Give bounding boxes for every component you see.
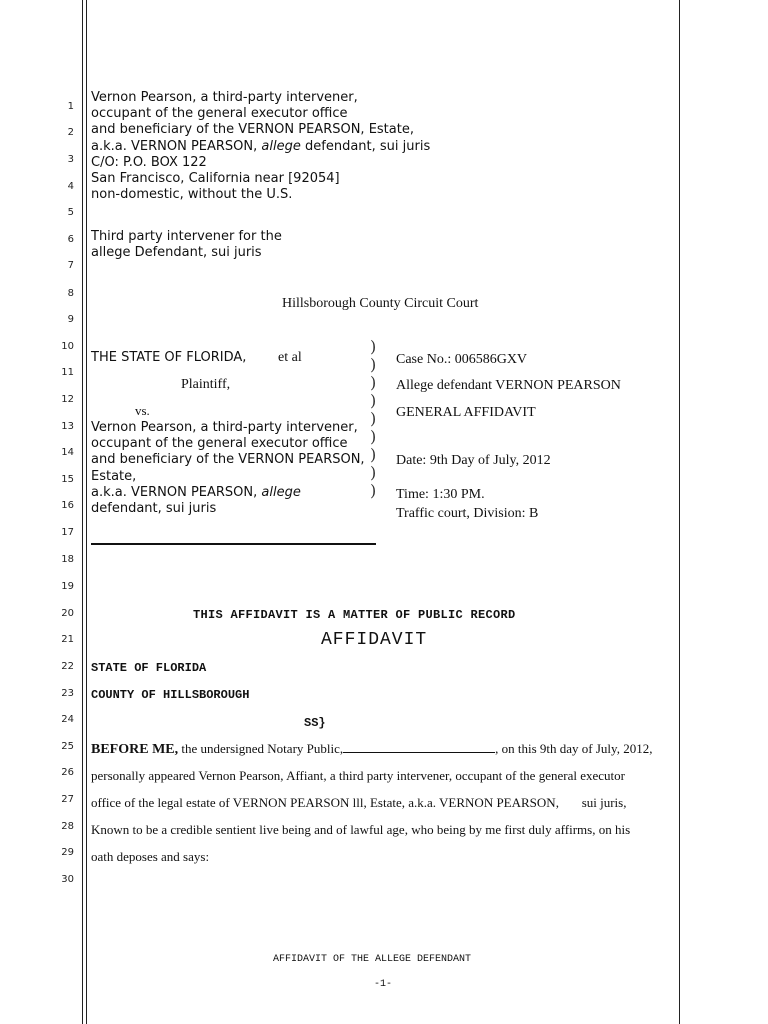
bracket-glyph: ) [370, 337, 377, 356]
header-line: non-domestic, without the U.S. [91, 187, 293, 203]
line-number: 21 [61, 634, 74, 645]
header-aka: a.k.a. VERNON PEARSON, [91, 138, 258, 154]
public-record-notice: THIS AFFIDAVIT IS A MATTER OF PUBLIC RECORD [193, 608, 516, 622]
venue-county: COUNTY OF HILLSBOROUGH [91, 688, 250, 702]
plaintiff-et-al: et al [278, 350, 302, 365]
footer-title: AFFIDAVIT OF THE ALLEGE DEFENDANT [273, 954, 472, 965]
body-notary-text: the undersigned Notary Public, [181, 741, 344, 756]
line-number: 29 [61, 847, 74, 858]
header-line [91, 139, 430, 155]
line-number: 1 [67, 101, 74, 112]
bracket-glyph: ) [370, 481, 377, 500]
line-number: 2 [67, 127, 74, 138]
case-number: Case No.: 006586GXV [396, 352, 528, 367]
line-number: 5 [67, 207, 74, 218]
caption-bracket [370, 338, 376, 500]
line-number: 26 [61, 767, 74, 778]
venue-ss: SS} [304, 716, 326, 730]
before-me-lead: BEFORE ME, [91, 742, 179, 757]
line-number: 14 [61, 447, 74, 458]
body-line-3: office of the legal estate of VERNON PEARSON lll, Estate, a.k.a. VERNON PEARSON, sui juris, [91, 795, 627, 810]
defendant-line: Vernon Pearson, a third-party intervener, [91, 420, 358, 435]
defendant-block [91, 420, 365, 517]
case-doc-type: GENERAL AFFIDAVIT [396, 405, 536, 420]
line-number: 24 [61, 714, 74, 725]
defendant-line: Estate, [91, 468, 137, 484]
bracket-glyph: ) [370, 427, 377, 446]
bracket-glyph: ) [370, 373, 377, 392]
line-number: 9 [67, 314, 74, 325]
line-number: 11 [61, 367, 74, 378]
line-number: 22 [61, 661, 74, 672]
line-number: 12 [61, 394, 74, 405]
case-date: Date: 9th Day of July, 2012 [396, 453, 551, 468]
venue-state: STATE OF FLORIDA [91, 661, 207, 675]
body-line-1 [91, 741, 652, 758]
versus-label: vs. [135, 403, 150, 418]
plaintiff-name: THE STATE OF FLORIDA, [91, 350, 247, 365]
defendant-allege-italic: allege [261, 484, 301, 500]
case-division: Traffic court, Division: B [396, 506, 539, 521]
line-number: 4 [67, 181, 74, 192]
line-number: 23 [61, 688, 74, 699]
affidavit-title: AFFIDAVIT [321, 630, 428, 650]
defendant-aka: a.k.a. VERNON PEARSON, [91, 484, 258, 500]
defendant-line [91, 485, 365, 501]
body-line-5: oath deposes and says: [91, 849, 210, 864]
header-line: and beneficiary of the VERNON PEARSON, Estate, [91, 122, 414, 138]
left-margin-rule-inner [86, 0, 87, 1024]
plaintiff-label: Plaintiff, [181, 377, 231, 392]
body-line-4: Known to be a credible sentient live being and of lawful age, who being by me first duly affirms, on his [91, 822, 631, 837]
defendant-line: defendant, sui juris [91, 501, 217, 517]
line-number: 28 [61, 821, 74, 832]
line-number: 16 [61, 500, 74, 511]
header-line: Vernon Pearson, a third-party intervener, [91, 90, 358, 105]
line-number: 19 [61, 581, 74, 592]
line-number: 13 [61, 421, 74, 432]
line-number: 7 [67, 260, 74, 271]
left-margin-rule-outer [82, 0, 83, 1024]
court-name: Hillsborough County Circuit Court [282, 296, 479, 311]
line-number: 17 [61, 527, 74, 538]
caption-rule [91, 543, 376, 545]
case-defendant: Allege defendant VERNON PEARSON [396, 378, 621, 393]
line-number: 27 [61, 794, 74, 805]
header-line: occupant of the general executor office [91, 106, 348, 122]
header-party-block [91, 90, 430, 203]
line-number: 15 [61, 474, 74, 485]
footer-page-number: -1- [374, 979, 393, 990]
bracket-glyph: ) [370, 391, 377, 410]
header-line: C/O: P.O. BOX 122 [91, 154, 207, 170]
line-number: 8 [67, 288, 74, 299]
line-number: 18 [61, 554, 74, 565]
intervener-line: allege Defendant, sui juris [91, 245, 262, 261]
header-line: San Francisco, California near [92054] [91, 171, 340, 187]
defendant-line: and beneficiary of the VERNON PEARSON, [91, 452, 365, 468]
bracket-glyph: ) [370, 445, 377, 464]
header-allege-italic: allege [261, 138, 301, 154]
bracket-glyph: ) [370, 409, 377, 428]
defendant-line: occupant of the general executor office [91, 436, 348, 452]
header-aka-tail: defendant, sui juris [305, 138, 431, 154]
line-number: 10 [61, 341, 74, 352]
case-time: Time: 1:30 PM. [396, 487, 485, 502]
right-margin-rule [679, 0, 680, 1024]
intervener-block [91, 229, 282, 261]
intervener-line: Third party intervener for the [91, 229, 282, 244]
body-line-2: personally appeared Vernon Pearson, Affiant, a third party intervener, occupant of the general executor [91, 768, 625, 783]
body-date-text: , on this 9th day of July, 2012, [495, 741, 653, 756]
line-number: 20 [61, 608, 74, 619]
bracket-glyph: ) [370, 463, 377, 482]
line-number: 25 [61, 741, 74, 752]
line-number: 30 [61, 874, 74, 885]
notary-name-blank [343, 741, 495, 753]
line-number: 3 [67, 154, 74, 165]
line-number: 6 [67, 234, 74, 245]
bracket-glyph: ) [370, 355, 377, 374]
